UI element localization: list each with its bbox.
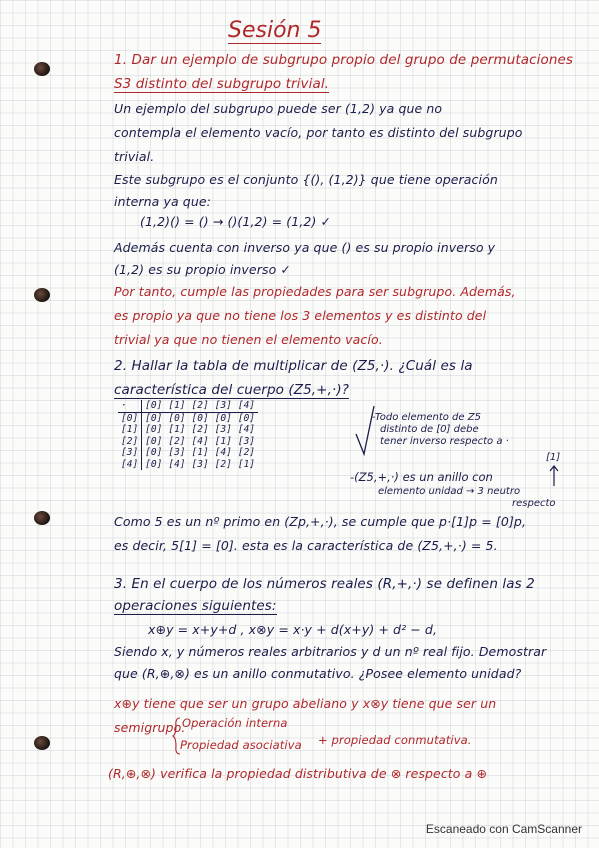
q1-text-line: contempla el elemento vacío, por tanto es distinto del subgrupo [114,125,523,140]
table-cell: [4] [235,400,258,412]
table-cell: [4] [118,459,142,471]
table-cell: [0] [145,424,163,436]
table-cell: [2] [168,435,186,447]
binder-hole [34,62,50,76]
q1-formula-line: (1,2)() = () → ()(1,2) = (1,2) ✓ [140,214,332,229]
q3-formula-line: x⊕y = x+y+d , x⊗y = x·y + d(x+y) + d² − d, [148,622,438,637]
q2-side-note: respecto [512,498,556,509]
q1-text-line: interna ya que: [114,194,211,209]
table-cell: [3] [191,458,209,470]
table-cell: [0] [145,412,163,424]
q1-conclusion-line: es propio ya que no tiene los 3 elementos y es distinto del [114,308,487,323]
binder-hole [34,288,50,302]
table-cell: [0] [191,412,209,424]
table-cell: [1] [165,400,188,412]
table-cell: [0] [145,447,163,459]
table-cell: [0] [168,412,186,424]
q3-answer-line: x⊕y tiene que ser un grupo abeliano y x⊗y tiene que ser un [114,696,497,711]
scanner-watermark: Escaneado con CamScanner [425,822,582,836]
q3-answer-line: Operación interna [182,716,288,730]
q1-heading-line-1: 1. Dar un ejemplo de subgrupo propio del grupo de permutaciones [114,52,574,68]
table-cell: [4] [214,447,232,459]
table-cell: [0] [145,435,163,447]
table-cell: · [118,400,142,412]
table-row [118,424,258,436]
q3-answer-line: semigrupo. [114,720,186,735]
q2-side-note: [1] [546,452,561,463]
q2-side-note: tener inverso respecto a · [380,436,509,447]
table-cell: [3] [214,424,232,436]
q2-side-note: -Todo elemento de Z5 [372,412,481,423]
table-row [118,412,258,424]
table-cell: [3] [168,447,186,459]
table-cell: [4] [237,424,256,436]
table-cell: [0] [214,412,232,424]
table-cell: [4] [168,458,186,470]
q1-text-line: Este subgrupo es el conjunto {(), (1,2)} que tiene operación [114,172,498,187]
table-cell: [0] [145,458,163,470]
q3-heading-line-1: 3. En el cuerpo de los números reales (R,+,·) se definen las 2 [114,576,535,592]
table-cell: [1] [237,458,256,470]
q1-text-line: Además cuenta con inverso ya que () es su propio inverso y [114,240,496,255]
page-title: Sesión 5 [228,18,322,43]
table-cell: [2] [237,447,256,459]
table-cell: [0] [237,412,256,424]
table-cell: [2] [189,400,212,412]
q1-conclusion-line: trivial ya que no tienen el elemento vacío. [114,332,383,347]
q1-heading-line-2: S3 distinto del subgrupo trivial. [114,76,330,92]
table-cell: [1] [168,424,186,436]
q2-text-line: Como 5 es un nº primo en (Zp,+,·), se cumple que p·[1]p = [0]p, [114,514,527,529]
table-cell: [2] [191,424,209,436]
arrow-up-icon [548,464,560,488]
table-cell: [4] [191,435,209,447]
table-row [118,436,258,448]
q2-side-note: elemento unidad → 3 neutro [378,486,521,497]
table-cell: [0] [118,412,142,424]
q3-answer-line: Propiedad asociativa [180,738,302,752]
table-cell: [2] [118,436,142,448]
q1-conclusion-line: Por tanto, cumple las propiedades para ser subgrupo. Además, [114,284,516,299]
table-cell: [1] [214,435,232,447]
q1-text-line: trivial. [114,149,155,164]
table-cell: [2] [214,458,232,470]
q2-side-note: distinto de [0] debe [380,424,479,435]
table-cell: [1] [118,424,142,436]
binder-hole [34,736,50,750]
table-cell: [3] [237,435,256,447]
table-cell: [1] [191,447,209,459]
q1-text-line: Un ejemplo del subgrupo puede ser (1,2) ya que no [114,101,443,116]
table-cell: [3] [118,447,142,459]
table-row [118,447,258,459]
q3-answer-line: + propiedad conmutativa. [318,733,472,747]
q2-side-note: -(Z5,+,·) es un anillo con [350,470,493,484]
q1-text-line: (1,2) es su propio inverso ✓ [114,262,291,277]
q2-text-line: es decir, 5[1] = [0]. esta es la característica de (Z5,+,·) = 5. [114,538,498,553]
binder-hole [34,511,50,525]
q3-text-line: Siendo x, y números reales arbitrarios y d un nº real fijo. Demostrar [114,644,547,659]
table-header-row [118,400,258,412]
table-cell: [3] [212,400,235,412]
table-cell: [0] [142,400,166,412]
q2-heading-line-2: característica del cuerpo (Z5,+,·)? [114,382,349,398]
table-row [118,459,258,471]
q3-text-line: que (R,⊕,⊗) es un anillo conmutativo. ¿Posee elemento unidad? [114,666,522,681]
q3-heading-line-2: operaciones siguientes: [114,598,277,614]
q2-heading-line-1: 2. Hallar la tabla de multiplicar de (Z5,·). ¿Cuál es la [114,358,473,374]
multiplication-table [118,400,258,470]
q3-answer-line: (R,⊕,⊗) verifica la propiedad distributiva de ⊗ respecto a ⊕ [108,766,488,781]
